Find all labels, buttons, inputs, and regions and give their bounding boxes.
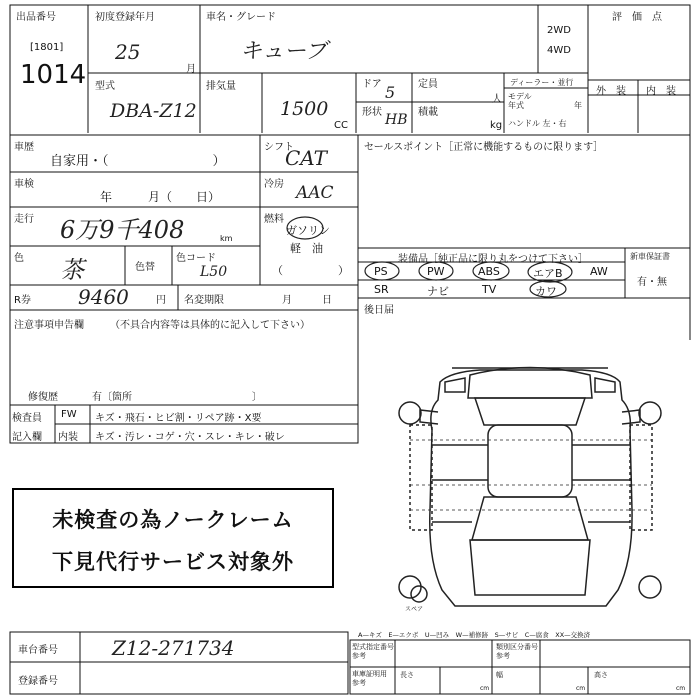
name-change-value: 月 日 xyxy=(282,295,332,306)
doors-value: 5 xyxy=(385,83,396,102)
inspection-value: 年 月（ 日） xyxy=(100,190,221,204)
equip-abs: ABS xyxy=(478,265,500,278)
height-unit: cm xyxy=(676,685,686,692)
warranty-value: 有・無 xyxy=(637,277,667,288)
lot-label: 出品番号 xyxy=(16,12,56,23)
inspection-label: 車検 xyxy=(14,179,34,190)
chassis-label: 車台番号 xyxy=(18,645,58,656)
color-code-value: L50 xyxy=(200,264,228,280)
model-value: DBA-Z12 xyxy=(110,100,197,122)
color-value: 茶 xyxy=(60,256,84,284)
equip-aw: AW xyxy=(590,265,608,278)
fuel-other: （ ） xyxy=(272,264,349,277)
length-unit: cm xyxy=(480,685,490,692)
warranty-label: 新車保証書 xyxy=(630,252,670,261)
history-label: 車歴 xyxy=(14,142,34,153)
recycle-unit: 円 xyxy=(156,295,166,306)
fuel-label: 燃料 xyxy=(264,214,284,225)
damage-legend: A—キズ E—エクボ U—凹み W—補修跡 S—サビ C—腐食 XX—交換済 xyxy=(358,631,591,639)
first-reg-year: 25 xyxy=(115,40,141,64)
history-value: 自家用・（ ） xyxy=(50,154,226,169)
equipment-label: 装備品［純正品に限り丸をつけて下さい］ xyxy=(398,254,588,265)
color-change-label: 色替 xyxy=(135,262,155,273)
car-name-label: 車名・グレード xyxy=(206,12,276,23)
displacement-label: 排気量 xyxy=(206,81,236,92)
displacement-value: 1500 xyxy=(280,98,329,120)
drive-4wd: 4WD xyxy=(547,45,571,56)
fw-text: キズ・飛石・ヒビ割・リペア跡・X要 xyxy=(95,413,262,424)
length-label: 長さ xyxy=(400,671,414,679)
notice-line-1: 未検査の為ノークレーム xyxy=(52,508,294,532)
interior-check-label: 内装 xyxy=(58,432,78,443)
equip-sr: SR xyxy=(374,283,389,296)
notice-line-2: 下見代行サービス対象外 xyxy=(52,550,294,574)
height-label: 高さ xyxy=(594,671,608,679)
category-number-label: 類別区分番号 参考 xyxy=(496,643,538,660)
registration-label: 登録番号 xyxy=(18,676,58,687)
chassis-value: Z12-271734 xyxy=(112,636,235,660)
doors-label: ドア xyxy=(362,79,382,90)
color-label: 色 xyxy=(14,253,24,264)
dealer-label: ディーラー・並行 xyxy=(510,78,574,87)
lot-number: 1014 xyxy=(20,60,87,90)
interior-check-text: キズ・汚レ・コゲ・穴・スレ・キレ・破レ xyxy=(95,432,285,443)
lot-code: [1801] xyxy=(30,42,64,53)
garage-cert-label: 車庫証明用 参考 xyxy=(352,670,387,687)
handle-label: ハンドル 左・右 xyxy=(508,119,567,128)
shape-value: HB xyxy=(385,112,408,128)
after-date-label: 後日届 xyxy=(364,305,394,316)
ac-label: 冷房 xyxy=(264,179,284,190)
first-reg-label: 初度登録年月 xyxy=(95,12,155,23)
width-label: 幅 xyxy=(496,671,503,679)
width-unit: cm xyxy=(576,685,586,692)
evaluation-label: 評 価 点 xyxy=(612,12,662,23)
car-name: キューブ xyxy=(240,39,327,64)
model-year-label: モデル 年式 xyxy=(508,92,532,110)
shift-label: シフト xyxy=(264,142,294,153)
notes-hint: （不具合内容等は具体的に記入して下さい） xyxy=(110,320,310,331)
repair-history-value: 有〔箇所 〕 xyxy=(92,392,262,403)
car-diagram xyxy=(399,368,661,607)
fuel-gasoline: ガソリン xyxy=(286,224,330,237)
fw-label: FW xyxy=(61,409,77,420)
exterior-label: 外 装 xyxy=(596,86,626,97)
repair-history-label: 修復歴 xyxy=(28,392,58,403)
equip-tv: TV xyxy=(482,283,497,296)
model-label: 型式 xyxy=(95,81,115,92)
fuel-diesel: 軽 油 xyxy=(290,242,323,255)
shift-value: CAT xyxy=(285,146,327,170)
inspector-label-2: 記入欄 xyxy=(12,432,42,443)
first-reg-month-unit: 月 xyxy=(186,64,196,75)
equip-leather: カワ xyxy=(535,285,557,298)
kg-unit: kg xyxy=(490,120,503,131)
notes-label: 注意事項申告欄 xyxy=(14,320,84,331)
interior-label: 内 装 xyxy=(646,86,676,97)
equip-airbag: エアB xyxy=(533,267,563,280)
capacity-label: 定員 xyxy=(418,79,438,90)
ac-value: AAC xyxy=(296,183,334,203)
load-label: 積載 xyxy=(418,107,438,118)
sales-point-label: セールスポイント［正常に機能するものに限ります］ xyxy=(364,142,604,153)
person-unit: 人 xyxy=(492,94,502,105)
spare-label: スペア xyxy=(405,606,424,613)
recycle-value: 9460 xyxy=(78,285,129,309)
drive-2wd: 2WD xyxy=(547,25,571,36)
cc-unit: CC xyxy=(334,120,348,131)
equip-ps: PS xyxy=(374,265,388,278)
color-code-label: 色コード xyxy=(176,253,216,264)
equip-pw: PW xyxy=(427,265,445,278)
type-designation-label: 型式指定番号 参考 xyxy=(352,643,394,660)
mileage-unit: km xyxy=(220,234,233,243)
mileage-value: 6万9千408 xyxy=(60,216,185,244)
mileage-label: 走行 xyxy=(14,214,34,225)
shape-label: 形状 xyxy=(362,107,382,118)
notice-box xyxy=(12,488,334,588)
inspector-label: 検査員 xyxy=(12,413,42,424)
equip-navi: ナビ xyxy=(427,285,449,298)
name-change-label: 名変期限 xyxy=(184,295,224,306)
year-unit: 年 xyxy=(574,101,582,110)
recycle-label: R券 xyxy=(14,295,31,306)
